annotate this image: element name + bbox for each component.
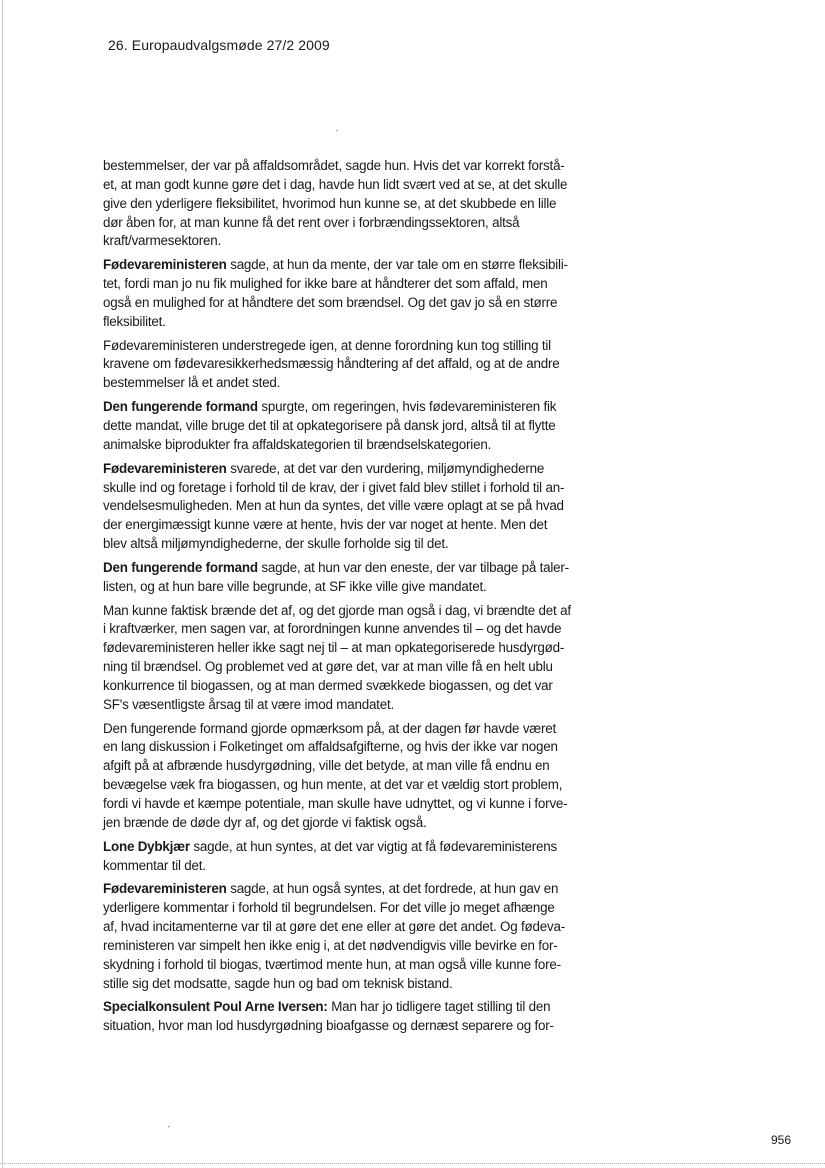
paragraph — [103, 838, 589, 876]
line-text: vendelsesmuligheden. Men at hun da syntes, det ville være oplagt at se på hvad — [103, 498, 564, 514]
text-line — [103, 696, 589, 715]
line-text: også en mulighed for at håndtere det som brændsel. Og det gav jo så en større — [103, 294, 558, 310]
line-text: Man kunne faktisk brænde det af, og det gjorde man også i dag, vi brændte det af — [103, 602, 571, 618]
paragraph — [103, 460, 589, 554]
text-line — [103, 975, 589, 994]
line-text: kraft/varmesektoren. — [103, 233, 222, 249]
paragraph — [103, 157, 589, 251]
text-line — [103, 795, 589, 814]
line-text: Man har jo tidligere taget stilling til den — [327, 999, 551, 1015]
line-text: fordi vi havde et kæmpe potentiale, man skulle have udnyttet, og vi kunne i forve- — [103, 796, 568, 811]
line-text: kommentar til det. — [103, 857, 206, 873]
text-line — [103, 998, 589, 1017]
line-text: stille sig det modsatte, sagde hun og bad om teknisk bistand. — [103, 975, 453, 991]
line-text: sagde, at hun syntes, at det var vigtig at få fødevareministerens — [189, 838, 558, 854]
line-text: sagde, at hun også syntes, at det fordrede, at hun gav en — [226, 881, 559, 897]
page-number: 956 — [771, 1133, 792, 1147]
line-text: i kraftværker, men sagen var, at forordningen kunne anvendes til – og det havde — [103, 621, 562, 637]
paragraph — [103, 256, 589, 331]
text-line — [103, 436, 589, 455]
text-line — [103, 814, 589, 833]
line-text: fleksibilitet. — [103, 313, 166, 329]
text-line — [103, 899, 589, 918]
paragraph — [103, 398, 589, 455]
text-line — [103, 294, 589, 313]
paragraph — [103, 720, 589, 833]
text-line — [103, 738, 589, 757]
text-line — [103, 256, 589, 275]
line-text: dør åben for, at man kunne få det rent over i forbrændingssektoren, altså — [103, 214, 520, 230]
line-text: bestemmelser, der var på affaldsområdet, sagde hun. Hvis det var korrekt forstå- — [103, 158, 565, 173]
line-text: sagde, at hun da mente, der var tale om en større fleksibili- — [226, 257, 568, 273]
speaker-name: Fødevareministeren — [103, 460, 227, 476]
document-body — [103, 157, 589, 1041]
text-line — [103, 337, 589, 356]
text-line — [103, 720, 589, 739]
text-line — [103, 937, 589, 956]
text-line — [103, 497, 589, 516]
text-line — [103, 677, 589, 696]
speaker-name: Den fungerende formand — [103, 559, 258, 575]
line-text: Den fungerende formand gjorde opmærksom på, at der dagen før havde været — [103, 720, 557, 736]
speaker-name: Fødevareministeren — [103, 257, 227, 273]
line-text: afgift på at afbrænde husdyrgødning, ville det betyde, at man ville få endnu en — [103, 758, 550, 774]
text-line — [103, 602, 589, 621]
text-line — [103, 398, 589, 417]
paragraph — [103, 559, 589, 597]
text-line — [103, 658, 589, 677]
line-text: Fødevareministeren understregede igen, at denne forordning kun tog stilling til — [103, 337, 551, 353]
text-line — [103, 535, 589, 554]
text-line — [103, 374, 589, 393]
line-text: kravene om fødevaresikkerhedsmæssig håndtering af det affald, og at de andre — [103, 356, 560, 372]
speaker-name: Fødevareministeren — [103, 881, 227, 897]
line-text: give den yderligere fleksibilitet, hvorimod hun kunne se, at det skubbede en lille — [103, 195, 557, 211]
line-text: bestemmelser lå et andet sted. — [103, 375, 281, 391]
text-line — [103, 776, 589, 795]
scan-speck — [336, 130, 338, 131]
scan-speck — [168, 1126, 170, 1127]
text-line — [103, 479, 589, 498]
line-text: fødevareministeren heller ikke sagt nej til – at man opkategoriserede husdyrgød- — [103, 640, 565, 656]
text-line — [103, 176, 589, 195]
text-line — [103, 460, 589, 479]
text-line — [103, 620, 589, 639]
speaker-name: Specialkonsulent Poul Arne Iversen: — [103, 999, 328, 1015]
text-line — [103, 857, 589, 876]
line-text: dette mandat, ville bruge det til at opkategorisere på dansk jord, altså til at flytte — [103, 417, 556, 433]
line-text: situation, hvor man lod husdyrgødning bioafgasse og dernæst separere og for- — [103, 1018, 554, 1034]
line-text: skydning i forhold til biogas, tværtimod mente hun, at man også ville kunne fore- — [103, 956, 561, 972]
line-text: af, hvad incitamenterne var til at gøre det ene eller at gøre det andet. Og fødeva- — [103, 919, 565, 935]
text-line — [103, 918, 589, 937]
paragraph — [103, 998, 589, 1036]
text-line — [103, 157, 589, 176]
text-line — [103, 313, 589, 332]
text-line — [103, 355, 589, 374]
text-line — [103, 195, 589, 214]
line-text: en lang diskussion i Folketinget om affaldsafgifterne, og hvis der ikke var nogen — [103, 739, 558, 755]
speaker-name: Den fungerende formand — [103, 399, 258, 415]
text-line — [103, 838, 589, 857]
line-text: animalske biprodukter fra affaldskategorien til brændselskategorien. — [103, 436, 492, 452]
line-text: ning til brændsel. Og problemet ved at gøre det, var at man ville få en helt ublu — [103, 659, 553, 675]
text-line — [103, 516, 589, 535]
page-bottom-edge — [0, 1163, 825, 1165]
text-line — [103, 275, 589, 294]
page-header: 26. Europaudvalgsmøde 27/2 2009 — [108, 37, 330, 53]
line-text: reministeren var simpelt hen ikke enig i, at det nødvendigvis ville bevirke en for- — [103, 937, 558, 953]
line-text: svarede, at det var den vurdering, miljømyndighederne — [226, 460, 545, 476]
text-line — [103, 417, 589, 436]
text-line — [103, 880, 589, 899]
text-line — [103, 232, 589, 251]
line-text: listen, og at hun bare ville begrunde, at SF ikke ville give mandatet. — [103, 578, 487, 594]
line-text: et, at man godt kunne gøre det i dag, havde hun lidt svært ved at se, at det skulle — [103, 176, 568, 192]
text-line — [103, 559, 589, 578]
paragraph — [103, 602, 589, 715]
line-text: blev altså miljømyndighederne, der skulle forholde sig til det. — [103, 536, 449, 552]
line-text: SF's væsentligste årsag til at være imod mandatet. — [103, 696, 394, 712]
speaker-name: Lone Dybkjær — [103, 838, 190, 854]
text-line — [103, 1017, 589, 1036]
text-line — [103, 578, 589, 597]
paragraph — [103, 880, 589, 993]
line-text: bevægelse væk fra biogassen, og hun mente, at det var et vældig stort problem, — [103, 777, 563, 793]
page-left-edge — [2, 0, 3, 1168]
line-text: jen brænde de døde dyr af, og det gjorde vi faktisk også. — [103, 814, 427, 830]
line-text: konkurrence til biogassen, og at man dermed svækkede biogassen, og det var — [103, 677, 553, 693]
text-line — [103, 639, 589, 658]
line-text: spurgte, om regeringen, hvis fødevareministeren fik — [257, 399, 557, 415]
line-text: der energimæssigt kunne være at hente, hvis der var noget at hente. Men det — [103, 517, 548, 533]
line-text: yderligere kommentar i forhold til begrundelsen. For det ville jo meget afhænge — [103, 900, 555, 916]
text-line — [103, 956, 589, 975]
text-line — [103, 214, 589, 233]
text-line — [103, 757, 589, 776]
line-text: sagde, at hun var den eneste, der var tilbage på taler- — [257, 559, 569, 575]
line-text: skulle ind og foretage i forhold til de krav, der i givet fald blev stillet i forhold til an- — [103, 479, 565, 495]
line-text: tet, fordi man jo nu fik mulighed for ikke bare at håndterer det som affald, men — [103, 276, 548, 292]
paragraph — [103, 337, 589, 394]
